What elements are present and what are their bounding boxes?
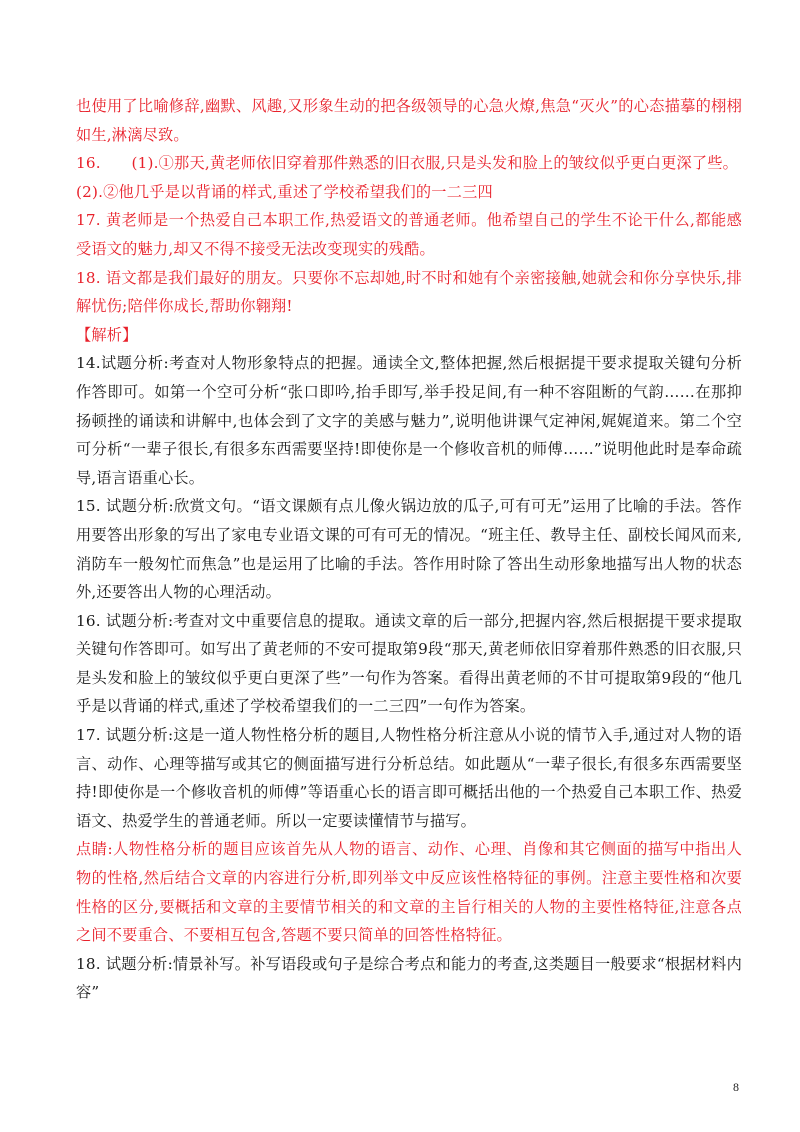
- answer-16-part-1: 16. (1).①那天,黄老师依旧穿着那件熟悉的旧衣服,只是头发和脸上的皱纹似乎更白更深了些。: [76, 154, 739, 173]
- answer-18: 18. 语文都是我们最好的朋友。只要你不忘却她,时不时和她有个亲密接触,她就会和你分享快乐,排解忧伤;陪伴你成长,帮助你翱翔!: [76, 268, 742, 316]
- analysis-14: 14.试题分析:考查对人物形象特点的把握。通读全文,整体把握,然后根据提干要求提取关键句分析作答即可。如第一个空可分析“张口即吟,抬手即写,举手投足间,有一种不容阻断的气韵……在那抑扬顿挫的诵读和讲解中,也体会到了文字的美感与魅力”,说明他讲课气定神闲,娓娓道来。第二个空可分析“一辈子很长,有很多东西需要坚持!即使你是一个修收音机的师傅……”说明他此时是奉命疏导,语言语重心长。: [76, 354, 742, 487]
- answer-17: 17. 黄老师是一个热爱自己本职工作,热爱语文的普通老师。他希望自己的学生不论干什么,都能感受语文的魅力,却又不得不接受无法改变现实的残酷。: [76, 211, 742, 258]
- tip-paragraph: 点睛:人物性格分析的题目应该首先从人物的语言、动作、心理、肖像和其它侧面的描写中指出人物的性格,然后结合文章的内容进行分析,即列举文中反应该性格特征的事例。注意主要性格和次要性格的区分,要概括和文章的主要情节相关的和文章的主旨行相关的人物的主要性格特征,注意各点之间不要重合、不要相互包含,答题不要只简单的回答性格特征。: [76, 840, 742, 945]
- analysis-16: 16. 试题分析:考查对文中重要信息的提取。通读文章的后一部分,把握内容,然后根据提干要求提取关键句作答即可。如写出了黄老师的不安可提取第9段“那天,黄老师依旧穿着那件熟悉的旧衣服,只是头发和脸上的皱纹似乎更白更深了些”一句作为答案。看得出黄老师的不甘可提取第9段的“他几乎是以背诵的样式,重述了学校希望我们的一二三四”一句作为答案。: [76, 611, 742, 716]
- page-content: [76, 92, 742, 1007]
- analysis-17: 17. 试题分析:这是一道人物性格分析的题目,人物性格分析注意从小说的情节入手,通过对人物的语言、动作、心理等描写或其它的侧面描写进行分析总结。如此题从“一辈子很长,有很多东西需要坚持!即使你是一个修收音机的师傅”等语重心长的语言即可概括出他的一个热爱自己本职工作、热爱语文、热爱学生的普通老师。所以一定要读懂情节与描写。: [76, 726, 742, 830]
- answer-16-part-2: (2).②他几乎是以背诵的样式,重述了学校希望我们的一二三四: [76, 182, 493, 201]
- analysis-18: 18. 试题分析:情景补写。补写语段或句子是综合考点和能力的考查,这类题目一般要求“根据材料内容”: [76, 954, 742, 1002]
- page-number: 8: [733, 1080, 739, 1094]
- analysis-15: 15. 试题分析:欣赏文句。“语文课颇有点儿像火锅边放的瓜子,可有可无”运用了比喻的手法。答作用要答出形象的写出了家电专业语文课的可有可无的情况。“班主任、教导主任、副校长闻风而来,消防车一般匆忙而焦急”也是运用了比喻的手法。答作用时除了答出生动形象地描写出人物的状态外,还要答出人物的心理活动。: [76, 497, 742, 602]
- answer-15-continuation: 也使用了比喻修辞,幽默、风趣,又形象生动的把各级领导的心急火燎,焦急“灭火”的心态描摹的栩栩如生,淋漓尽致。: [76, 97, 742, 144]
- analysis-heading: 【解析】: [76, 325, 138, 344]
